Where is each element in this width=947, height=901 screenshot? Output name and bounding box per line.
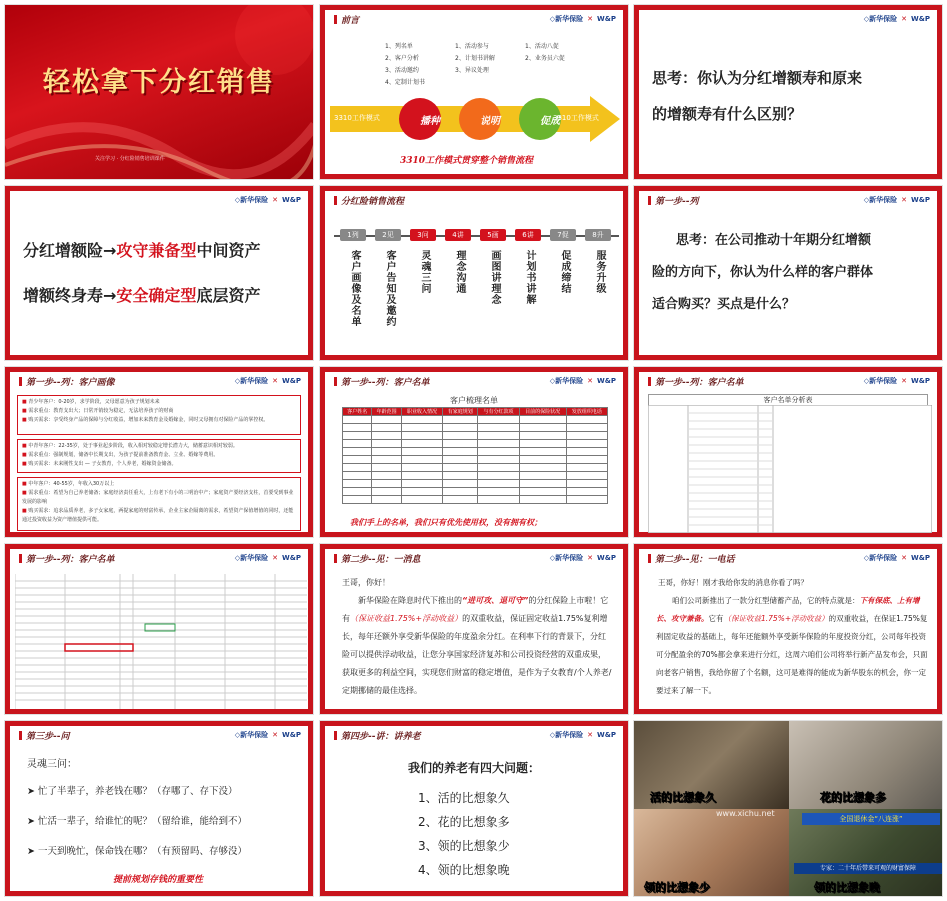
photo-banner-2: 专家：二十年后带来可观的财富保障 (794, 863, 942, 874)
slide-caption: 3310工作模式贯穿整个销售流程 (400, 156, 534, 166)
slide-thumb-10[interactable]: 第一步--列：客户名单 ◇新华保险 ✕ W&P (4, 543, 314, 715)
slide-footer: 关注学习 · 分红险销售培训课件 (95, 156, 165, 162)
stage-right: 3310工作模式 (553, 114, 599, 122)
slide-thumb-15[interactable] (633, 720, 943, 897)
think-line-2: 险的方向下，你认为什么样的客户群体 (652, 265, 874, 280)
persona-box-3: ■ 中年客户：40-55岁，年收入30万以上 ■ 需求重点：希望为自己养老储备；家庭经济责任重大，上有老下有小的三明治中产；家庭资产要经济支柱，首要受到事业发展的影响 ■ 购买需求：追求品质养老，多子女家庭，两提家庭的财富传承，企业主家企隔离的需求，希望资产保值增值的同时，还能通过投资收益为资产增值提供可能。 (17, 477, 301, 531)
caption-spend-more: 花的比想象多 (820, 791, 886, 804)
pension-item-3: 3、领的比想象少 (418, 839, 510, 853)
message-greeting: 王哥，你好！ (342, 578, 390, 587)
question-3: ➤ 一天到晚忙，保命钱在哪？（有预留吗、存够没） (27, 846, 247, 857)
question-2: ➤ 忙活一辈子，给谁忙的呢？（留给谁，能给到不） (27, 816, 247, 827)
soul-questions-title: 灵魂三问： (27, 759, 77, 770)
slide-caption: 提前规划存钱的重要性 (113, 875, 204, 885)
watermark: www.xichu.net (716, 809, 775, 818)
slide-thumb-3[interactable]: ◇新华保险 ✕ W&P 思考：你认为分红增额寿和原来 的增额寿有什么区别？ (633, 4, 943, 180)
circle-sow: 播种 (420, 116, 440, 127)
xinhua-logo-icon: ◇新华保险 (549, 15, 584, 23)
question-1: ➤ 忙了半辈子，养老钱在哪？（存哪了、存下没） (27, 786, 238, 797)
slide-thumb-6[interactable]: 第一步--列 ◇新华保险 ✕ W&P 思考：在公司推动十年期分红增额 险的方向下，你认为什么样的客户群体 适合购买？买点是什么？ (633, 185, 943, 361)
stage-left: 3310工作模式 (334, 114, 380, 122)
stage-items: 1、列名单 1、活动参与 1、活动八促 2、客户分析 2、计划书讲解 2、业务员六促 3、活动邀约 3、异议处理 4、定制计划书 (385, 43, 565, 86)
compare-line-1: 分红增额险→攻守兼备型中间资产 (23, 241, 261, 260)
customer-list-table: 客户姓名 年龄范围 职业收入情况 有家庭规划 与有分红款项 目前的保险状况 发放组织电话 (342, 407, 608, 504)
photo-banner-1: 全国退休金“八连涨” (802, 813, 940, 825)
spreadsheet-grid (15, 574, 307, 709)
call-body: 咱们公司新推出了一款分红型储蓄产品，它的特点就是：下有保底、上有增长、攻守兼备。它有（保证收益1.75%+浮动收益）的双重收益，在保证1.75%复利固定收益的基础上，每年还能额外享受新华保险的年度投资分红，公司每年投资可分配盈余的70%都会拿来进行分红，这周六咱们公司将举行新产品发布会，只面向老客户销售，我给你留了个名额，这可是难得的能成为新华股东的机会，你一定要过来了解一下。 (656, 596, 928, 695)
circle-close: 促成 (540, 116, 560, 127)
circle-explain: 说明 (480, 116, 500, 127)
slide-caption: 我们手上的名单，我们只有优先使用权，没有拥有权； (350, 517, 542, 527)
think-line-1: 思考：你认为分红增额寿和原来 (652, 69, 863, 87)
think-line-3: 适合购买？买点是什么？ (652, 297, 796, 312)
slide-thumb-12[interactable]: 第二步--见：一电话 ◇新华保险 ✕ W&P 王哥，你好！刚才我给你发的消息你看了吗？ 咱们公司新推出了一款分红型储蓄产品，它的特点就是：下有保底、上有增长、攻守兼备。它有（保证收益1.75%+浮动收益）的双重收益，在保证1.75%复利固定收益的基础上，每年还能额外享受新华保险的年度投资分红，公司每年投资可分配盈余的70%都会拿来进行分红，这周六咱们公司将举行新产品发布会，只面向老客户销售，我给你留了个名额，这可是难得的能成为新华股东的机会，你一定要过来了解一下。 (633, 543, 943, 715)
think-line-2: 的增额寿有什么区别？ (652, 105, 803, 123)
message-body: 新华保险在降息时代下推出的“进可攻、退可守”的分红保险上市啦！它有（保证收益1.75%+浮动收益）的双重收益，保证固定收益1.75%复利增长，每年还额外享受新华保险的年度盈余分红。在利率下行的背景下，分红险可以提供浮动收益，让您分享国家经济复苏和公司投资经营的双重成果，获取更多的利益空间，实现您们财富的稳定增值，是作为子女教育/个人养老/定期挪储的最佳选择。 (342, 596, 612, 695)
wp-logo-icon: W&P (597, 15, 616, 23)
slide-thumb-5[interactable]: 分红险销售流程 1列 2见 3问 4讲 5画 6讲 7促 8升 客户画像及名单 客户告知及邀约 灵魂三问 理念沟通 画图讲理念 计划书讲解 促成缔结 服务升级 (319, 185, 629, 361)
slide-thumb-14[interactable]: 第四步--讲：讲养老 ◇新华保险 ✕ W&P 我们的养老有四大问题： 1、活的比想象久 2、花的比想象多 3、领的比想象少 4、领的比想象晚 (319, 720, 629, 897)
slide-thumb-7[interactable]: 第一步--列：客户画像 ◇新华保险 ✕ W&P ■ 青少年客户：0-20岁，求学阶段，父母愿意为孩子规划未来 ■ 需求重点：教育支出大；日常开销较为稳定，无法培养孩子的财商 ■ 购买需求：享受终身产品的保障与分红收益，增加未来教育金及婚嫁金，同时父母拥有对保险产品的掌控权。 ■ 中青年客户：22-35岁，处于事业起步阶段，收入相对较稳定增长潜力大，储蓄意识相对较弱。 ■ 需求重点：强制规划，储备中长期支出，为孩子提前准备教育金、立业、婚嫁等费用。 ■ 购买需求：未来刚性支出 — 子女教育，个人养老，婚嫁资金储备。 ■ 中年客户：40-55岁，年收入30万以上 ■ 需求重点：希望为自己养老储备；家庭经济责任重大，上有老下有小的三明治中产；家庭资产要经济支柱，首要受到事业发展的影响 ■ 购买需求：追求品质养老，多子女家庭，两提家庭的财富传承，企业主家企隔离的需求，希望资产保值增值的同时，还能通过投资收益为资产增值提供可能。 (4, 366, 314, 538)
pension-item-4: 4、领的比想象晚 (418, 863, 510, 877)
slide-title: 轻松拿下分红销售 (43, 67, 275, 98)
think-line-1: 思考：在公司推动十年期分红增额 (676, 233, 872, 248)
table-title: 客户名单分析表 (648, 394, 928, 406)
pension-title: 我们的养老有四大问题： (407, 761, 540, 775)
caption-receive-later: 领的比想象晚 (814, 881, 880, 894)
x-logo-icon: ✕ (587, 15, 594, 23)
table-title: 客户梳理名单 (450, 396, 498, 405)
slide-thumb-13[interactable]: 第三步--问 ◇新华保险 ✕ W&P 灵魂三问： ➤ 忙了半辈子，养老钱在哪？（存哪了、存下没） ➤ 忙活一辈子，给谁忙的呢？（留给谁，能给到不） ➤ 一天到晚忙，保命钱在哪？（有预留吗、存够没） 提前规划存钱的重要性 (4, 720, 314, 897)
pension-item-2: 2、花的比想象多 (418, 815, 510, 829)
slide-header: 前言 ◇新华保险 ✕ W&P (326, 10, 622, 28)
slide-thumb-4[interactable]: ◇新华保险 ✕ W&P 分红增额险→攻守兼备型中间资产 增额终身寿→安全确定型底层资产 (4, 185, 314, 361)
slide-thumb-2[interactable] (319, 4, 629, 180)
analysis-table-grid (648, 405, 932, 533)
slide-thumb-11[interactable]: 第二步--见：一消息 ◇新华保险 ✕ W&P 王哥，你好！ 新华保险在降息时代下推出的“进可攻、退可守”的分红保险上市啦！它有（保证收益1.75%+浮动收益）的双重收益，保证固定收益1.75%复利增长，每年还额外享受新华保险的年度盈余分红。在利率下行的背景下，分红险可以提供浮动收益，让您分享国家经济复苏和公司投资经营的双重成果，获取更多的利益空间，实现您们财富的稳定增值，是作为子女教育/个人养老/定期挪储的最佳选择。 (319, 543, 629, 715)
persona-box-2: ■ 中青年客户：22-35岁，处于事业起步阶段，收入相对较稳定增长潜力大，储蓄意识相对较弱。 ■ 需求重点：强制规划，储备中长期支出，为孩子提前准备教育金、立业、婚嫁等费用。 ■ 购买需求：未来刚性支出 — 子女教育，个人养老，婚嫁资金储备。 (17, 439, 301, 473)
slide-thumb-9[interactable]: 第一步--列：客户名单 ◇新华保险 ✕ W&P 客户名单分析表 (633, 366, 943, 538)
caption-receive-less: 领的比想象少 (644, 881, 710, 894)
caption-live-longer: 活的比想象久 (650, 791, 716, 804)
slide-thumb-8[interactable]: 第一步--列：客户名单 ◇新华保险 ✕ W&P 客户梳理名单 客户姓名 年龄范围 职业收入情况 有家庭规划 与有分红款项 目前的保险状况 发放组织电话 我们手上的名单，我们只有优先使用权，没有拥有权； (319, 366, 629, 538)
persona-box-1: ■ 青少年客户：0-20岁，求学阶段，父母愿意为孩子规划未来 ■ 需求重点：教育支出大；日常开销较为稳定，无法培养孩子的财商 ■ 购买需求：享受终身产品的保障与分红收益，增加未来教育金及婚嫁金，同时父母拥有对保险产品的掌控权。 (17, 395, 301, 435)
pension-item-1: 1、活的比想象久 (418, 791, 510, 805)
compare-line-2: 增额终身寿→安全确定型底层资产 (23, 286, 261, 305)
call-line-1: 王哥，你好！刚才我给你发的消息你看了吗？ (658, 578, 808, 587)
slide-thumb-1[interactable] (4, 4, 314, 180)
